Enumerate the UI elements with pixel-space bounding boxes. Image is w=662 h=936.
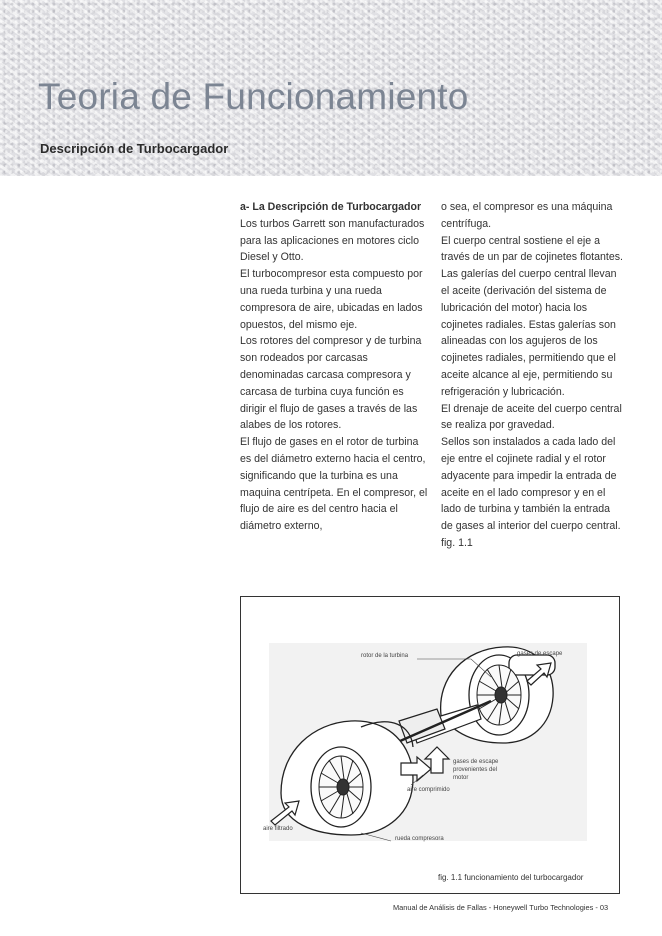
turbocharger-figure <box>240 596 620 894</box>
paragraph: El flujo de gases en el rotor de turbina es del diámetro externo hacia el centro, significando que la turbina es una maquina centrípeta. En el compresor, el flujo de aire es del centro hacia el diámetro externo, <box>240 436 428 533</box>
turbine-wheel <box>477 665 521 725</box>
turbocharger-illustration <box>241 597 619 893</box>
label-exhaust-out: gases de escape <box>517 651 563 657</box>
section-title: Descripción de Turbocargador <box>40 141 229 156</box>
paragraph: El turbocompresor esta compuesto por una rueda turbina y una rueda compresora de aire, ubicadas en lados opuestos, del mismo eje. <box>240 268 423 331</box>
label-compressor-wheel: rueda compresora <box>395 836 444 842</box>
label-turbine-rotor: rotor de la turbina <box>361 653 409 659</box>
page-footer: Manual de Análisis de Fallas - Honeywell Turbo Technologies - 03 <box>393 903 609 912</box>
label-exhaust-in-1: gases de escape <box>453 759 499 765</box>
compressor-wheel <box>319 756 363 818</box>
text-column-left <box>240 199 430 535</box>
paragraph: Sellos son instalados a cada lado del eje entre el cojinete radial y el rotor adyacente para impedir la entrada de aceite en el lado compresor y en el lado de turbina y también la entrada de gases al interior del cuerpo central. fig. 1.1 <box>441 436 621 549</box>
label-filtered-air: aire filtrado <box>263 826 293 832</box>
label-compressed-air: aire comprimido <box>407 787 450 793</box>
label-exhaust-in-3: motor <box>453 775 469 781</box>
paragraph: El cuerpo central sostiene el eje a través de un par de cojinetes flotantes. Las galerías del cuerpo central llevan el aceite (derivación del sistema de lubricación del motor) hacia los cojinetes radiales. Estas galerías son alineadas con los agujeros de los cojinetes radiales, permitiendo que el aceite alcance al eje, permitiendo su refrigeración y lubricación. <box>441 234 623 398</box>
text-column-right <box>441 199 623 552</box>
subsection-heading: a- La Descripción de Turbocargador <box>240 201 422 213</box>
label-exhaust-in-2: provenientes del <box>453 767 498 773</box>
paragraph: Los rotores del compresor y de turbina son rodeados por carcasas denominadas carcasa compresora y carcasa de turbina cuya función es dirigir el flujo de gases a través de las alabes de los rotores. <box>240 335 422 432</box>
paragraph: El drenaje de aceite del cuerpo central se realiza por gravedad. <box>441 402 622 432</box>
paragraph: o sea, el compresor es una máquina centrífuga. <box>441 201 613 230</box>
page-title: Teoria de Funcionamiento <box>38 76 469 117</box>
paragraph: Los turbos Garrett son manufacturados para las aplicaciones en motores ciclo Diesel y Otto. <box>240 217 425 264</box>
figure-caption: fig. 1.1 funcionamiento del turbocargador <box>438 873 584 882</box>
